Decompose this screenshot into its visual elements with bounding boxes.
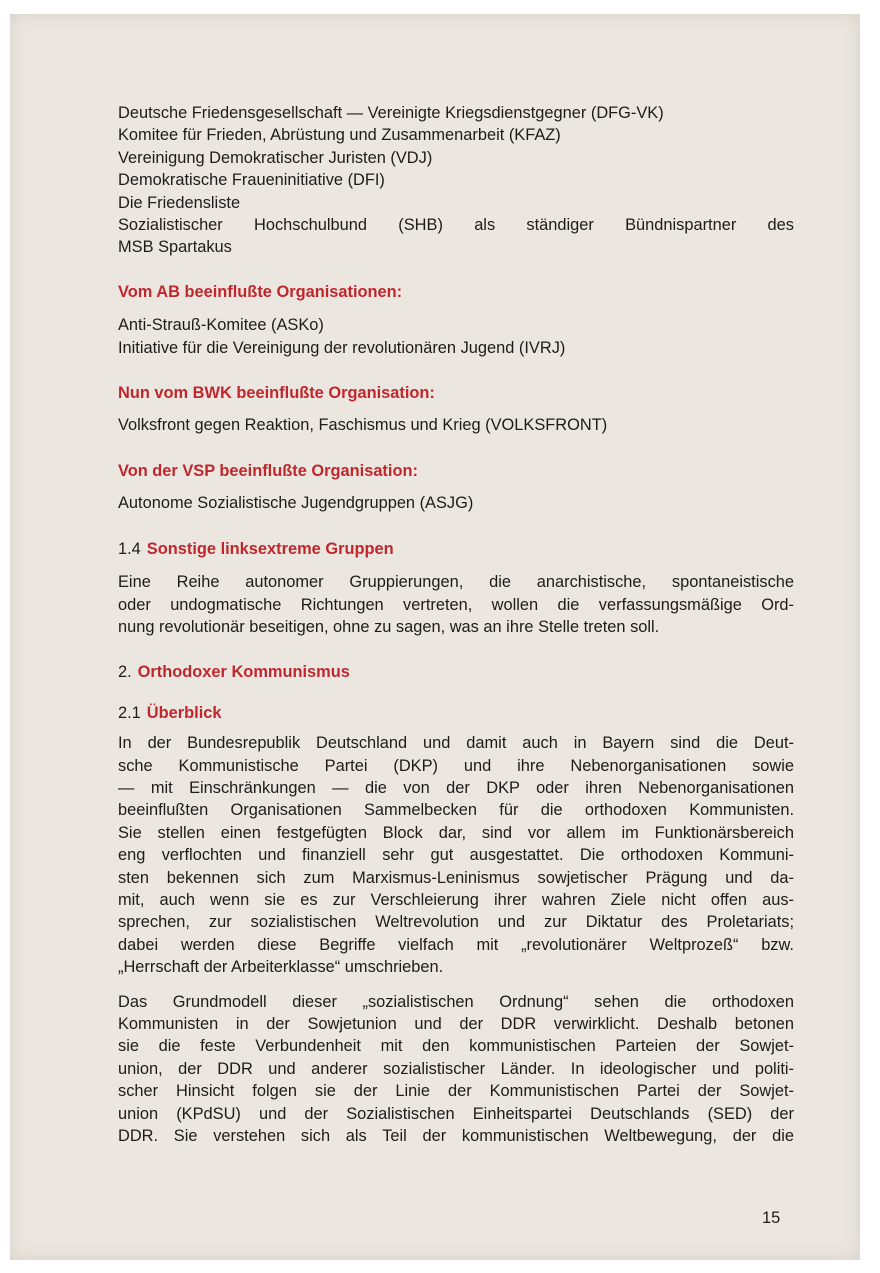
paragraph-line: sche Kommunistische Partei (DKP) und ihre Nebenorganisationen sowie [118, 756, 794, 775]
paragraph-line: dabei werden diese Begriffe vielfach mit „revolutionärer Weltprozeß“ bzw. [118, 935, 794, 954]
org-list-item: Die Friedensliste [118, 193, 241, 212]
paragraph-line: sie die feste Verbundenheit mit den kommunistischen Parteien der Sowjet- [118, 1037, 794, 1056]
section-title: Überblick [146, 703, 222, 722]
section-number: 1.4 [118, 539, 141, 558]
ab-section [118, 281, 794, 359]
org-list-top [118, 102, 794, 259]
paragraph-line: Sie stellen einen festgefügten Block dar, sind vor allem im Funktionärsbereich [118, 823, 794, 842]
page-number: 15 [762, 1209, 781, 1227]
page-content [118, 102, 794, 1147]
paragraph-line: scher Hinsicht folgen sie der Linie der Kommunistischen Partei der Sowjet- [118, 1082, 794, 1101]
ab-section-heading: Vom AB beeinflußte Organisationen: [118, 282, 403, 301]
vsp-section [118, 460, 794, 515]
section-number: 2.1 [118, 703, 141, 722]
paragraph-line: mit, auch wenn sie es zur Verschleierung ihrer wahren Ziele nicht offen aus- [118, 890, 794, 909]
section-title: Orthodoxer Kommunismus [137, 663, 350, 682]
paragraph-line: — mit Einschränkungen — die von der DKP oder ihren Nebenorganisationen [118, 778, 794, 797]
bwk-section-item: Volksfront gegen Reaktion, Faschismus und Krieg (VOLKSFRONT) [118, 416, 608, 435]
vsp-section-item: Autonome Sozialistische Jugendgruppen (ASJG) [118, 494, 474, 513]
ab-section-item: Anti-Strauß-Komitee (ASKo) [118, 316, 324, 335]
org-list-item: Demokratische Fraueninitiative (DFI) [118, 171, 385, 190]
org-list-item: Vereinigung Demokratischer Juristen (VDJ) [118, 148, 433, 167]
paragraph-line: beeinflußten Organisationen Sammelbecken für die orthodoxen Kommunisten. [118, 801, 794, 820]
vsp-section-heading: Von der VSP beeinflußte Organisation: [118, 461, 418, 480]
org-list-item: Sozialistischer Hochschulbund (SHB) als ständiger Bündnispartner des [118, 216, 794, 235]
section-2 [118, 661, 794, 683]
bwk-section-heading: Nun vom BWK beeinflußte Organisation: [118, 384, 435, 403]
paragraph-line: oder undogmatische Richtungen vertreten, wollen die verfassungsmäßige Ord- [118, 595, 794, 614]
paragraph-line: Eine Reihe autonomer Gruppierungen, die anarchistische, spontaneistische [118, 573, 794, 592]
section-1-4 [118, 538, 794, 639]
org-list-item: MSB Spartakus [118, 238, 232, 257]
paragraph-line: nung revolutionär beseitigen, ohne zu sagen, was an ihre Stelle treten soll. [118, 617, 660, 636]
section-2-1 [118, 702, 794, 1148]
paragraph-line: union (KPdSU) und der Sozialistischen Einheitspartei Deutschlands (SED) der [118, 1104, 794, 1123]
section-2-heading [118, 661, 794, 683]
paragraph-line: „Herrschaft der Arbeiterklasse“ umschrieben. [118, 958, 444, 977]
ab-section-item: Initiative für die Vereinigung der revolutionären Jugend (IVRJ) [118, 338, 566, 357]
paragraph [118, 991, 794, 1148]
paragraph-line: Kommunisten in der Sowjetunion und der DDR verwirklicht. Deshalb betonen [118, 1015, 794, 1033]
org-list-item: Deutsche Friedensgesellschaft — Vereinigte Kriegsdienstgegner (DFG-VK) [118, 104, 664, 122]
paragraph-line: sten bekennen sich zum Marxismus-Leninismus sowjetischer Prägung und da- [118, 868, 794, 887]
org-list-item: Komitee für Frieden, Abrüstung und Zusammenarbeit (KFAZ) [118, 126, 561, 145]
paragraph-line: In der Bundesrepublik Deutschland und damit auch in Bayern sind die Deut- [118, 734, 794, 753]
document-page [10, 14, 860, 1260]
paragraph-line: eng verflochten und finanziell sehr gut ausgestattet. Die orthodoxen Kommuni- [118, 846, 794, 865]
section-number: 2. [118, 663, 132, 682]
paragraph-line: DDR. Sie verstehen sich als Teil der kommunistischen Weltbewegung, der die [118, 1127, 794, 1146]
paragraph-line: union, der DDR und anderer sozialistischer Länder. In ideologischer und politi- [118, 1059, 794, 1078]
paragraph [118, 732, 794, 978]
paragraph-line: sprechen, zur sozialistischen Weltrevolution und zur Diktatur des Proletariats; [118, 913, 794, 932]
bwk-section [118, 382, 794, 437]
section-1-4-heading [118, 538, 794, 560]
section-2-1-heading [118, 702, 794, 724]
paragraph-line: Das Grundmodell dieser „sozialistischen Ordnung“ sehen die orthodoxen [118, 992, 794, 1011]
section-title: Sonstige linksextreme Gruppen [146, 539, 394, 558]
